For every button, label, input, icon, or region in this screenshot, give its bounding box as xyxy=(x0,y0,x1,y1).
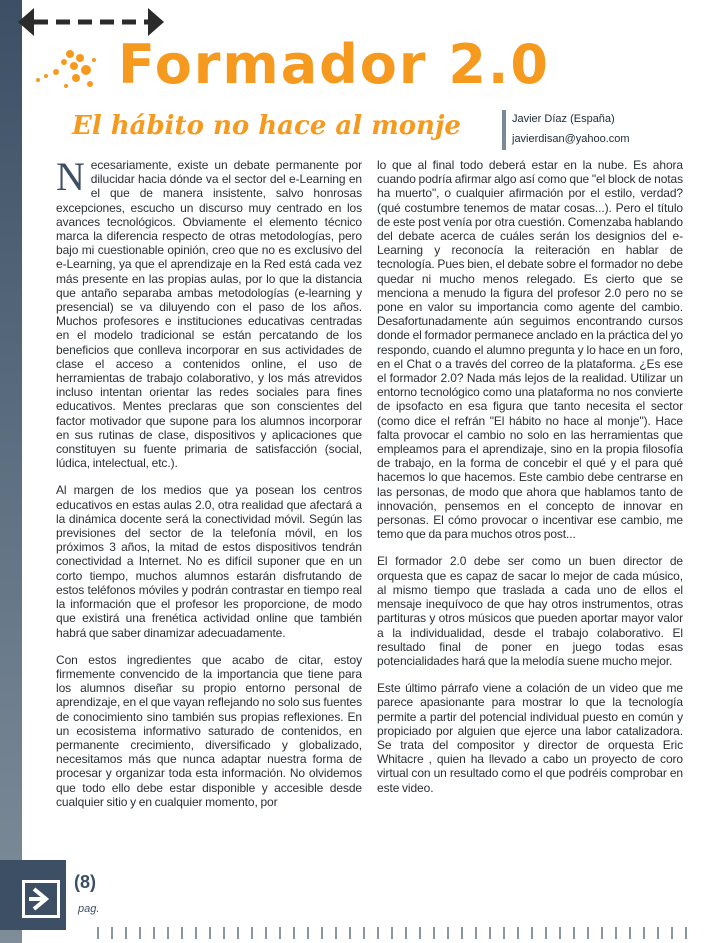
paragraph xyxy=(56,154,362,471)
author-divider xyxy=(502,110,506,150)
paragraph: Este último párrafo viene a colación de un video que me parece apasionante para mostrar lo que la tecnología permite a partir del potencial individual puesto en común y propiciado por alguien que ejerce una labor catalizadora. Se trata del compositor y director de orquesta Eric Whitacre , quien ha llevado a cabo un proyecto de coro virtual con un resultado como el que podréis comprobar en este video. xyxy=(377,681,683,795)
drop-cap: N xyxy=(56,154,85,199)
dots-icon xyxy=(30,44,110,104)
paragraph: Con estos ingredientes que acabo de citar, estoy firmemente convencido de la importancia que tiene para los alumnos diseñar su propio entorno personal de aprendizaje, en el que vayan reflejando no solo sus fuentes de conocimiento sino también sus propias reflexiones. En un ecosistema informativo saturado de contenidos, en permanente crecimiento, diversificado y globalizado, necesitamos más que nunca adaptar nuestra forma de procesar y organizar toda esta información. No olvidemos que todo ello debe estar disponible y accesible desde cualquier sitio y en cualquier momento, por xyxy=(56,652,362,809)
article-column-right xyxy=(377,158,683,808)
author-email: javierdisan@yahoo.com xyxy=(512,133,630,145)
article-column-left xyxy=(56,154,362,822)
page-number: (8) xyxy=(74,872,96,892)
page-label: pag. xyxy=(78,903,100,915)
article-subtitle: El hábito no hace al monje xyxy=(72,111,461,141)
paragraph: Al margen de los medios que ya posean los centros educativos en estas aulas 2.0, otra realidad que afectará a la dinámica docente será la conectividad móvil. Según las previsiones del sector de la telefonía móvil, en los próximos 3 años, la mitad de estos dispositivos tendrán conectividad a Internet. No es difícil suponer que en un corto tiempo, muchos alumnos estarán disfrutando de estos teléfonos móviles y podrán contrastar en tiempo real la información que el profesor les proporcione, de modo que existirá una frenética actividad online que también habrá que saber dinamizar adecuadamente. xyxy=(56,483,362,640)
footer-ticks xyxy=(96,926,696,940)
arrow-right-icon xyxy=(22,880,60,918)
author-block xyxy=(502,108,662,152)
author-name: Javier Díaz (España) xyxy=(512,113,615,125)
left-decorative-strip xyxy=(0,0,22,943)
paragraph-text: ecesariamente, existe un debate permanente por dilucidar hacia dónde va el sector del e-Learning en el que de manera insistente, salvo honrosas excepciones, escucho un discurso muy centrado en los avances tecnológicos. Obviamente el elemento técnico marca la diferencia respecto de otras metodologías, pero bajo mi cuestionable opinión, creo que no es exclusivo del e-Learning, ya que el aprendizaje en la Red está cada vez más presente en las propias aulas, por lo que la distancia que antaño separaba ambas metodologías (e-learning y presencial) se va diluyendo con el paso de los años. Muchos profesores e instituciones educativas centradas en el modelo tradicional se están percatando de los beneficios que conlleva incorporar en sus actividades de clase el acceso a contenidos online, el uso de herramientas de trabajo colaborativo, y los más atrevidos incluso intentan orientar las redes sociales para fines educativos. Mentes preclaras que son conscientes del factor motivador que supone para los alumnos incorporar en sus rutinas de clase, dispositivos y aplicaciones que constituyen su fuente primaria de satisfacción (social, lúdica, intelectual, etc.). xyxy=(56,158,362,471)
paragraph: El formador 2.0 debe ser como un buen director de orquesta que es capaz de sacar lo mejor de cada músico, al mismo tiempo que traslada a cada uno de ellos el mensaje inequívoco de que hay otros instrumentos, otras partituras y otros músicos que pueden aportar mayor valor a la individualidad, desde el trabajo colaborativo. El resultado final de poner en juego todas esas potencialidades hará que la melodía suene mucho mejor. xyxy=(377,554,683,668)
paragraph: lo que al final todo deberá estar en la nube. Es ahora cuando podría afirmar algo así como que "el block de notas ha muerto", o cualquier afirmación por el estilo, verdad? (qué costumbre tenemos de matar cosas...). Pero el título de este post venía por otra cuestión. Comenzaba hablando del debate acerca de cuáles serán los designios del e-Learning y reconocía la reiteración en hablar de tecnología. Pues bien, el debate sobre el formador no debe quedar ni mucho menos relegado. Es cierto que se menciona a menudo la figura del profesor 2.0 pero no se pone en valor su importancia como agente del cambio. Desafortunadamente aún seguimos encontrando cursos donde el formador permanece anclado en la práctica del yo respondo, cuando el alumno pregunta y lo hace en un foro, en el Chat o a través del correo de la plataforma. ¿Es ese el formador 2.0? Nada más lejos de la realidad. Utilizar un entorno tecnológico como una plataforma no nos convierte de ipsofacto en esa figura que tanto necesita el sector (como dice el refrán "El hábito no hace al monje"). Hace falta provocar el cambio no solo en las herramientas que empleamos para el aprendizaje, sino en la propia filosofía de trabajo, en la forma de concebir el qué y el para qué hacemos lo que hacemos. Este cambio debe centrarse en las personas, de modo que ahora que hablamos tanto de innovación, pensemos en el concepto de innovar en personas. El cómo provocar o incentivar ese cambio, me temo que da para muchos otros post... xyxy=(377,158,683,542)
article-title: Formador 2.0 xyxy=(118,33,550,96)
